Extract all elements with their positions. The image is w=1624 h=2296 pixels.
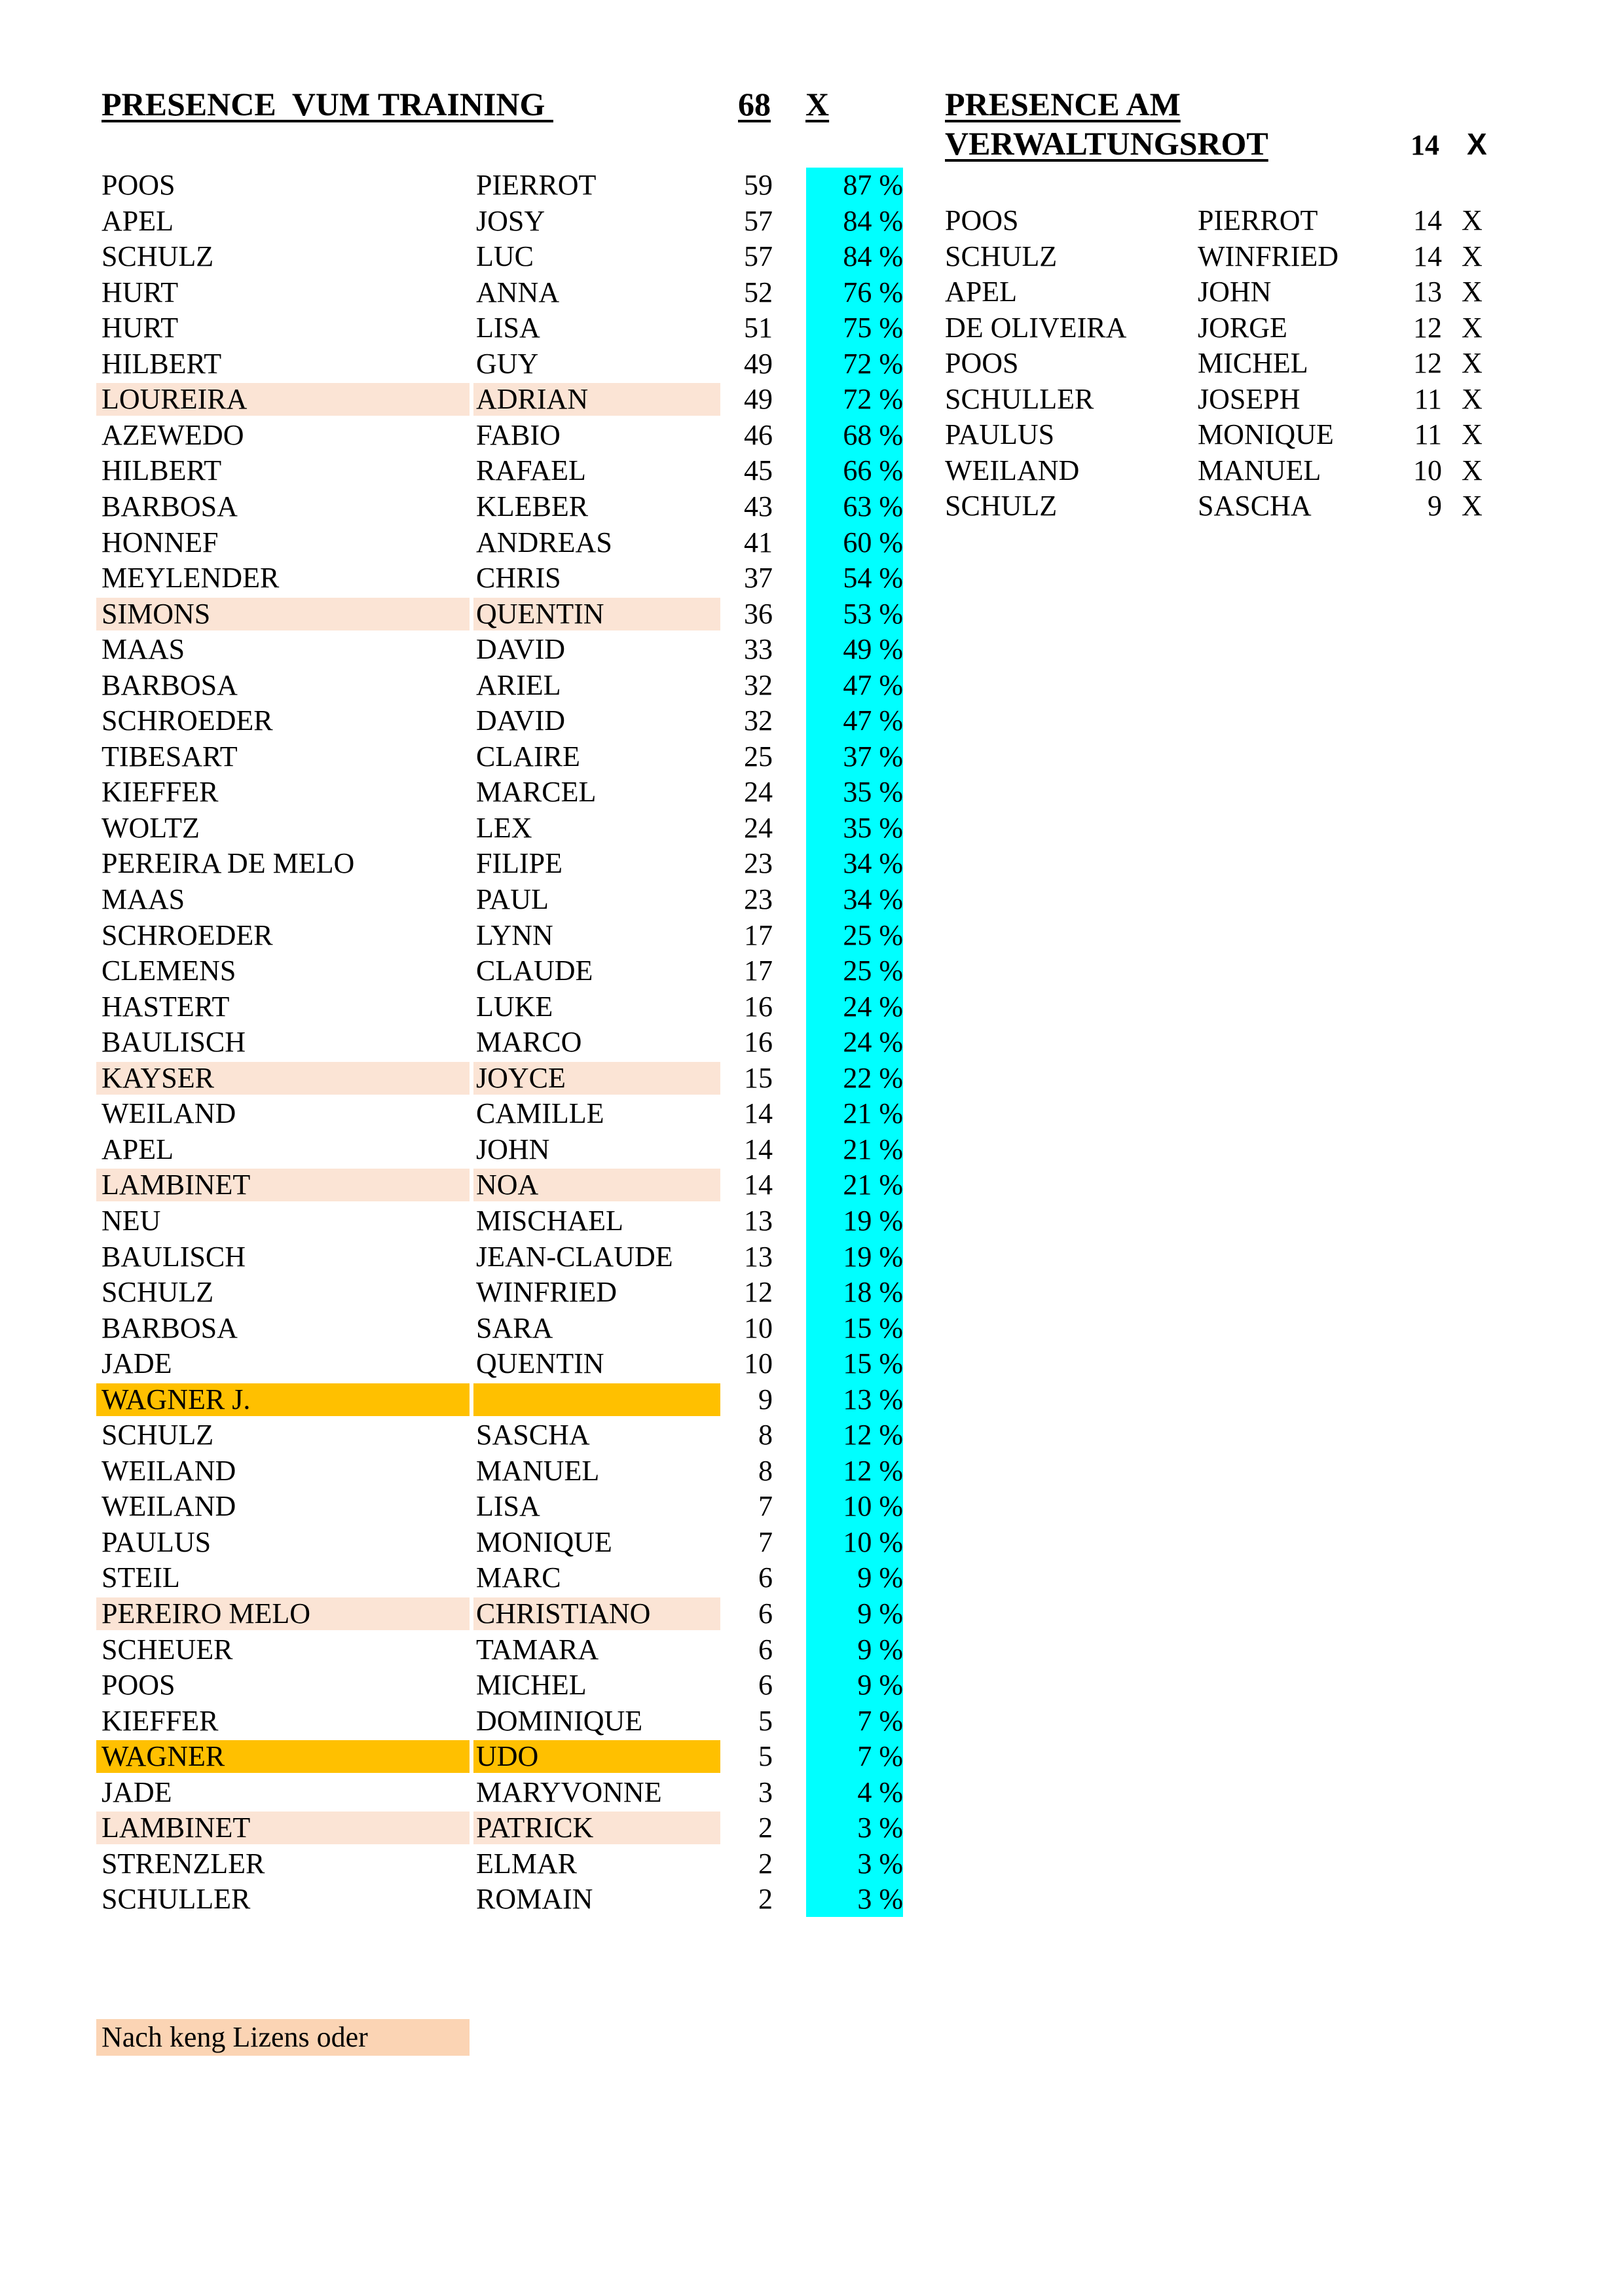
last-name: PEREIRO MELO [101, 1597, 310, 1630]
training-row [0, 1382, 1624, 1417]
last-name: WAGNER [101, 1740, 225, 1772]
last-name: SCHULZ [945, 490, 1058, 522]
last-name: POOS [101, 1669, 175, 1701]
presence-mark: X [1462, 347, 1483, 379]
last-name: WEILAND [101, 1097, 236, 1129]
attendance-percent: 75 % [843, 312, 903, 344]
training-row [0, 668, 1624, 703]
attendance-count: 17 [744, 919, 773, 951]
last-name: HONNEF [101, 526, 219, 558]
meeting-count: 13 [1413, 276, 1442, 308]
presence-mark: X [1462, 240, 1483, 272]
training-row [0, 1239, 1624, 1275]
attendance-percent: 12 % [843, 1455, 903, 1487]
board-title-line2 [945, 125, 1340, 162]
training-row [0, 953, 1624, 989]
training-row [0, 1667, 1624, 1703]
meeting-count: 11 [1414, 383, 1442, 415]
attendance-percent: 84 % [843, 205, 903, 237]
presence-mark: X [1462, 454, 1483, 486]
attendance-percent: 47 % [843, 669, 903, 701]
attendance-count: 51 [744, 312, 773, 344]
last-name: CLEMENS [101, 955, 236, 987]
attendance-percent: 24 % [843, 1026, 903, 1058]
first-name: MARYVONNE [476, 1776, 662, 1808]
training-row [0, 596, 1624, 632]
attendance-percent: 21 % [843, 1097, 903, 1129]
attendance-count: 52 [744, 276, 773, 308]
first-name: CLAUDE [476, 955, 593, 987]
training-row [0, 1489, 1624, 1524]
last-name: BAULISCH [101, 1026, 246, 1058]
meeting-count: 9 [1428, 490, 1442, 522]
presence-mark: X [1462, 490, 1483, 522]
board-row [0, 382, 1624, 417]
attendance-percent: 22 % [843, 1062, 903, 1094]
attendance-count: 7 [758, 1526, 773, 1558]
first-name: LISA [476, 312, 540, 344]
first-name: CLAIRE [476, 740, 580, 773]
first-name: PIERROT [1198, 204, 1318, 236]
attendance-percent: 72 % [843, 348, 903, 380]
attendance-count: 15 [744, 1062, 773, 1094]
first-name: KLEBER [476, 490, 589, 522]
attendance-percent: 35 % [843, 776, 903, 808]
last-name: APEL [945, 276, 1017, 308]
last-name: BARBOSA [101, 490, 238, 522]
attendance-count: 33 [744, 633, 773, 665]
training-row [0, 1061, 1624, 1096]
first-name: LUC [476, 240, 534, 272]
attendance-percent: 34 % [843, 883, 903, 915]
attendance-percent: 10 % [843, 1490, 903, 1522]
last-name: AZEWEDO [101, 419, 244, 451]
last-name: HASTERT [101, 991, 230, 1023]
first-name: ARIEL [476, 669, 561, 701]
first-name: MANUEL [1198, 454, 1321, 486]
attendance-percent: 24 % [843, 991, 903, 1023]
first-name: MICHEL [476, 1669, 587, 1701]
last-name: PAULUS [945, 418, 1055, 450]
first-name: JOHN [1198, 276, 1272, 308]
attendance-count: 8 [758, 1419, 773, 1451]
last-name: SCHULZ [101, 240, 214, 272]
first-name: JORGE [1198, 312, 1287, 344]
legend-text: Nach keng Lizens oder [101, 2021, 368, 2053]
training-row [0, 1167, 1624, 1203]
training-row [0, 1596, 1624, 1631]
attendance-count: 6 [758, 1633, 773, 1666]
attendance-percent: 9 % [857, 1669, 903, 1701]
attendance-count: 8 [758, 1455, 773, 1487]
legend-no-license [96, 2019, 470, 2056]
board-row [0, 203, 1624, 238]
last-name: SCHULLER [101, 1883, 251, 1915]
training-title: PRESENCE VUM TRAINING [101, 86, 553, 122]
training-row [0, 168, 1624, 203]
meeting-count: 14 [1413, 240, 1442, 272]
training-row [0, 1846, 1624, 1882]
training-row [0, 774, 1624, 810]
last-name: SCHROEDER [101, 704, 273, 737]
first-name: QUENTIN [476, 598, 604, 630]
last-name: SCHROEDER [101, 919, 273, 951]
attendance-percent: 87 % [843, 169, 903, 201]
attendance-percent: 53 % [843, 598, 903, 630]
first-name: CHRIS [476, 562, 561, 594]
last-name: STRENZLER [101, 1848, 265, 1880]
last-name: HILBERT [101, 454, 222, 486]
first-name: LISA [476, 1490, 540, 1522]
board-row [0, 274, 1624, 310]
attendance-count: 10 [744, 1312, 773, 1344]
first-name: ELMAR [476, 1848, 577, 1880]
attendance-percent: 9 % [857, 1633, 903, 1666]
training-row [0, 560, 1624, 596]
presence-mark: X [1462, 312, 1483, 344]
last-name: PEREIRA DE MELO [101, 847, 355, 879]
last-name: KAYSER [101, 1062, 214, 1094]
last-name: STEIL [101, 1561, 180, 1594]
attendance-percent: 4 % [857, 1776, 903, 1808]
first-name: MISCHAEL [476, 1205, 623, 1237]
last-name: LAMBINET [101, 1169, 251, 1201]
last-name: BARBOSA [101, 669, 238, 701]
board-title-text: VERWALTUNGSROT [945, 125, 1268, 162]
training-total: 68 [738, 86, 771, 122]
attendance-percent: 25 % [843, 955, 903, 987]
last-name: PAULUS [101, 1526, 212, 1558]
attendance-percent: 34 % [843, 847, 903, 879]
attendance-percent: 12 % [843, 1419, 903, 1451]
meeting-count: 14 [1413, 204, 1442, 236]
last-name: POOS [101, 169, 175, 201]
board-row [0, 346, 1624, 381]
attendance-percent: 3 % [857, 1848, 903, 1880]
training-row [0, 1882, 1624, 1917]
last-name: KIEFFER [101, 1705, 219, 1737]
first-name: LUKE [476, 991, 553, 1023]
training-row [0, 989, 1624, 1025]
last-name: BARBOSA [101, 1312, 238, 1344]
training-row [0, 1311, 1624, 1346]
first-name: JOYCE [476, 1062, 566, 1094]
board-row [0, 453, 1624, 488]
attendance-count: 59 [744, 169, 773, 201]
attendance-percent: 9 % [857, 1561, 903, 1594]
last-name: JADE [101, 1347, 172, 1379]
attendance-count: 7 [758, 1490, 773, 1522]
training-row [0, 525, 1624, 560]
attendance-count: 10 [744, 1347, 773, 1379]
first-name: JOSY [476, 205, 545, 237]
attendance-percent: 25 % [843, 919, 903, 951]
attendance-percent: 37 % [843, 740, 903, 773]
training-row [0, 1417, 1624, 1453]
first-name: LEX [476, 812, 532, 844]
attendance-count: 25 [744, 740, 773, 773]
attendance-count: 23 [744, 847, 773, 879]
first-name: MONIQUE [1198, 418, 1334, 450]
last-name: SCHULZ [101, 1276, 214, 1308]
presence-mark: X [1462, 276, 1483, 308]
attendance-count: 32 [744, 704, 773, 737]
attendance-count: 23 [744, 883, 773, 915]
attendance-percent: 47 % [843, 704, 903, 737]
first-name: MICHEL [1198, 347, 1308, 379]
attendance-percent: 66 % [843, 454, 903, 486]
training-row [0, 1346, 1624, 1381]
attendance-percent: 49 % [843, 633, 903, 665]
training-row [0, 632, 1624, 667]
attendance-count: 49 [744, 348, 773, 380]
attendance-percent: 60 % [843, 526, 903, 558]
first-name: JOSEPH [1198, 383, 1301, 415]
last-name: LOUREIRA [101, 383, 248, 415]
first-name: MARCO [476, 1026, 582, 1058]
attendance-count: 32 [744, 669, 773, 701]
first-name: FILIPE [476, 847, 563, 879]
meeting-count: 11 [1414, 418, 1442, 450]
training-row [0, 1775, 1624, 1810]
attendance-percent: 9 % [857, 1597, 903, 1630]
attendance-percent: 21 % [843, 1133, 903, 1165]
last-name: POOS [945, 204, 1019, 236]
attendance-count: 43 [744, 490, 773, 522]
first-name: PATRICK [476, 1812, 594, 1844]
first-name: MANUEL [476, 1455, 600, 1487]
last-name: APEL [101, 1133, 174, 1165]
attendance-percent: 84 % [843, 240, 903, 272]
last-name: APEL [101, 205, 174, 237]
training-row [0, 1810, 1624, 1846]
attendance-count: 6 [758, 1561, 773, 1594]
attendance-percent: 76 % [843, 276, 903, 308]
board-row [0, 239, 1624, 274]
last-name: TIBESART [101, 740, 238, 773]
attendance-percent: 54 % [843, 562, 903, 594]
first-name: SASCHA [476, 1419, 590, 1451]
attendance-percent: 68 % [843, 419, 903, 451]
attendance-count: 41 [744, 526, 773, 558]
attendance-percent: 10 % [843, 1526, 903, 1558]
board-row [0, 310, 1624, 346]
training-row [0, 1275, 1624, 1310]
training-row [0, 739, 1624, 774]
training-row [0, 1025, 1624, 1060]
presence-mark: X [1462, 204, 1483, 236]
meeting-count: 12 [1413, 347, 1442, 379]
last-name: HURT [101, 276, 179, 308]
attendance-count: 6 [758, 1669, 773, 1701]
training-row [0, 1096, 1624, 1131]
first-name: JOHN [476, 1133, 550, 1165]
attendance-count: 2 [758, 1812, 773, 1844]
first-name: UDO [476, 1740, 539, 1772]
last-name: LAMBINET [101, 1812, 251, 1844]
attendance-count: 14 [744, 1097, 773, 1129]
training-row [0, 846, 1624, 881]
first-name: QUENTIN [476, 1347, 604, 1379]
first-name: ROMAIN [476, 1883, 593, 1915]
last-name: JADE [101, 1776, 172, 1808]
attendance-count: 14 [744, 1133, 773, 1165]
training-row [0, 1739, 1624, 1774]
first-name: SASCHA [1198, 490, 1312, 522]
last-name: WEILAND [101, 1490, 236, 1522]
first-name: PAUL [476, 883, 549, 915]
last-name: MAAS [101, 883, 185, 915]
attendance-percent: 18 % [843, 1276, 903, 1308]
training-total-mark: X [805, 86, 830, 122]
attendance-count: 5 [758, 1740, 773, 1772]
attendance-count: 17 [744, 955, 773, 987]
attendance-percent: 35 % [843, 812, 903, 844]
board-total-mark: X [1467, 127, 1487, 161]
attendance-percent: 3 % [857, 1883, 903, 1915]
attendance-count: 12 [744, 1276, 773, 1308]
attendance-count: 57 [744, 240, 773, 272]
attendance-count: 16 [744, 1026, 773, 1058]
training-row [0, 1704, 1624, 1739]
last-name: WEILAND [101, 1455, 236, 1487]
presence-mark: X [1462, 418, 1483, 450]
attendance-count: 36 [744, 598, 773, 630]
training-row [0, 1203, 1624, 1239]
attendance-percent: 7 % [857, 1740, 903, 1772]
attendance-count: 2 [758, 1848, 773, 1880]
last-name: WAGNER J. [101, 1383, 251, 1415]
attendance-count: 24 [744, 776, 773, 808]
attendance-count: 57 [744, 205, 773, 237]
last-name: DE OLIVEIRA [945, 312, 1127, 344]
first-name: NOA [476, 1169, 539, 1201]
attendance-percent: 72 % [843, 383, 903, 415]
attendance-percent: 19 % [843, 1241, 903, 1273]
attendance-percent: 15 % [843, 1347, 903, 1379]
attendance-percent: 3 % [857, 1812, 903, 1844]
attendance-count: 49 [744, 383, 773, 415]
meeting-count: 12 [1413, 312, 1442, 344]
last-name: POOS [945, 347, 1019, 379]
attendance-count: 3 [758, 1776, 773, 1808]
last-name: SCHEUER [101, 1633, 233, 1666]
training-row [0, 882, 1624, 917]
meeting-count: 10 [1413, 454, 1442, 486]
attendance-percent: 21 % [843, 1169, 903, 1201]
first-name: DOMINIQUE [476, 1705, 643, 1737]
first-name: WINFRIED [1198, 240, 1339, 272]
last-name: MEYLENDER [101, 562, 280, 594]
attendance-count: 24 [744, 812, 773, 844]
last-name: WOLTZ [101, 812, 200, 844]
training-row [0, 1453, 1624, 1489]
last-name: NEU [101, 1205, 161, 1237]
first-name: PIERROT [476, 169, 597, 201]
last-name: HURT [101, 312, 179, 344]
last-name: HILBERT [101, 348, 222, 380]
attendance-percent: 15 % [843, 1312, 903, 1344]
attendance-count: 2 [758, 1883, 773, 1915]
training-row [0, 918, 1624, 953]
first-name: ANDREAS [476, 526, 612, 558]
attendance-count: 6 [758, 1597, 773, 1630]
presence-mark: X [1462, 383, 1483, 415]
last-name: BAULISCH [101, 1241, 246, 1273]
attendance-percent: 13 % [843, 1383, 903, 1415]
first-name: WINFRIED [476, 1276, 618, 1308]
training-row [0, 811, 1624, 846]
attendance-count: 14 [744, 1169, 773, 1201]
first-name: DAVID [476, 704, 566, 737]
board-title-line1: PRESENCE AM [945, 86, 1181, 122]
attendance-count: 13 [744, 1241, 773, 1273]
attendance-count: 5 [758, 1705, 773, 1737]
first-name: MONIQUE [476, 1526, 612, 1558]
attendance-count: 45 [744, 454, 773, 486]
last-name: SCHULZ [101, 1419, 214, 1451]
last-name: SCHULLER [945, 383, 1094, 415]
first-name: TAMARA [476, 1633, 599, 1666]
last-name: WEILAND [945, 454, 1080, 486]
first-name: MARCEL [476, 776, 597, 808]
last-name: SCHULZ [945, 240, 1058, 272]
first-name: GUY [476, 348, 539, 380]
first-name: RAFAEL [476, 454, 586, 486]
attendance-count: 13 [744, 1205, 773, 1237]
attendance-count: 16 [744, 991, 773, 1023]
board-row [0, 488, 1624, 524]
last-name: KIEFFER [101, 776, 219, 808]
first-name: DAVID [476, 633, 566, 665]
last-name: SIMONS [101, 598, 211, 630]
board-row [0, 417, 1624, 452]
attendance-percent: 7 % [857, 1705, 903, 1737]
attendance-count: 46 [744, 419, 773, 451]
first-name: MARC [476, 1561, 561, 1594]
training-row [0, 1632, 1624, 1667]
attendance-percent: 19 % [843, 1205, 903, 1237]
attendance-count: 37 [744, 562, 773, 594]
training-row [0, 1132, 1624, 1167]
first-name: ANNA [476, 276, 560, 308]
first-name: CHRISTIANO [476, 1597, 651, 1630]
training-row [0, 1560, 1624, 1595]
attendance-percent: 63 % [843, 490, 903, 522]
first-name: SARA [476, 1312, 553, 1344]
first-name: FABIO [476, 419, 561, 451]
training-row [0, 703, 1624, 738]
attendance-count: 9 [758, 1383, 773, 1415]
first-name: CAMILLE [476, 1097, 604, 1129]
last-name: MAAS [101, 633, 185, 665]
board-total: 14 [1411, 129, 1439, 161]
first-name: JEAN-CLAUDE [476, 1241, 673, 1273]
first-name: LYNN [476, 919, 553, 951]
first-name: ADRIAN [476, 383, 589, 415]
training-row [0, 1525, 1624, 1560]
